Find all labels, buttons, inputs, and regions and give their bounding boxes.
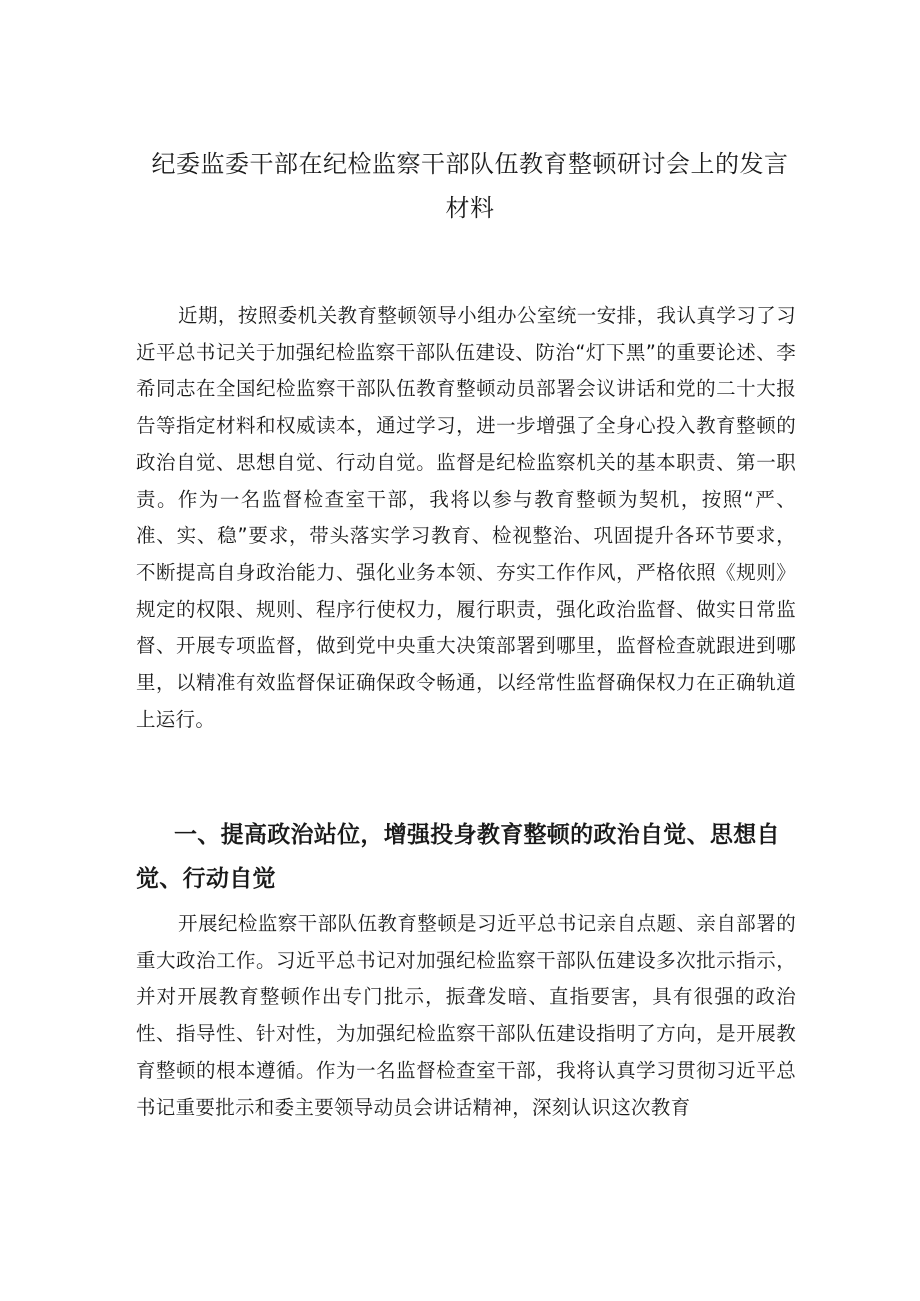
section-1-heading: 一、提高政治站位，增强投身教育整顿的政治自觉、思想自觉、行动自觉 [136,822,780,892]
title-line-2: 材料 [445,194,495,222]
document-title [150,142,790,230]
section-1-paragraph: 开展纪检监察干部队伍教育整顿是习近平总书记亲自点题、亲自部署的重大政治工作。习近平总书记对加强纪检监察干部队伍建设多次批示指示，并对开展教育整顿作出专门批示，振聋发暗、直指要害，具有很强的政治性、指导性、针对性，为加强纪检监察干部队伍建设指明了方向，是开展教育整顿的根本遵循。作为一名监督检查室干部，我将认真学习贯彻习近平总书记重要批示和委主要领导动员会讲话精神，深刻认识这次教育 [136,912,796,1119]
intro-paragraph: 近期，按照委机关教育整顿领导小组办公室统一安排，我认真学习了习近平总书记关于加强纪检监察干部队伍建设、防治“灯下黑”的重要论述、李希同志在全国纪检监察干部队伍教育整顿动员部署会议讲话和党的二十大报告等指定材料和权威读本，通过学习，进一步增强了全身心投入教育整顿的政治自觉、思想自觉、行动自觉。监督是纪检监察机关的基本职责、第一职责。作为一名监督检查室干部，我将以参与教育整顿为契机，按照“严、准、实、稳”要求，带头落实学习教育、检视整治、巩固提升各环节要求，不断提高自身政治能力、强化业务本领、夯实工作作风，严格依照《规则》规定的权限、规则、程序行使权力，履行职责，强化政治监督、做实日常监督、开展专项监督，做到党中央重大决策部署到哪里，监督检查就跟进到哪里，以精准有效监督保证确保政令畅通，以经常性监督确保权力在正确轨道上运行。 [136,304,796,731]
title-line-1: 纪委监委干部在纪检监察干部队伍教育整顿研讨会上的发言 [151,150,789,178]
